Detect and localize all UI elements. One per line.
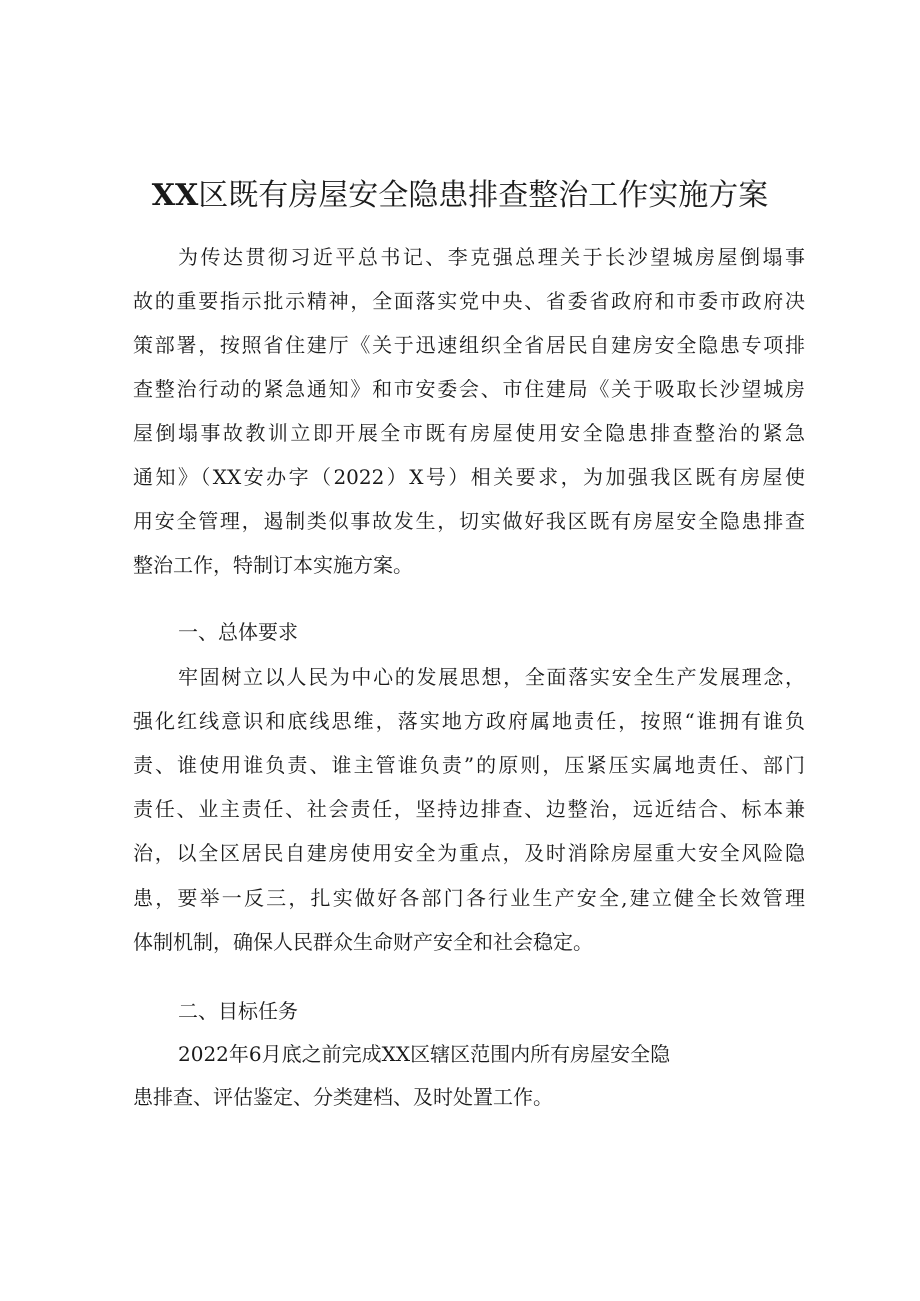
para3-line: 患排查、评估鉴定、分类建档、及时处置工作。 <box>133 1085 553 1109</box>
para2-line: 强化红线意识和底线思维，落实地方政府属地责任，按照“谁拥有谁负 <box>133 709 805 733</box>
para1-line: 故的重要指示批示精神，全面落实党中央、省委省政府和市委市政府决 <box>133 289 805 313</box>
para2-line: 责、谁使用谁负责、谁主管谁负责”的原则，压紧压实属地责任、部门 <box>133 753 805 777</box>
para1-line: 通知》（XX安办字（2022）X号）相关要求，为加强我区既有房屋使 <box>133 465 805 489</box>
title-prefix: XX <box>151 178 199 213</box>
para2-line: 责任、业主责任、社会责任，坚持边排查、边整治，远近结合、标本兼 <box>133 797 805 821</box>
section-heading-1: 一、总体要求 <box>178 620 298 644</box>
para1-line: 查整治行动的紧急通知》和市安委会、市住建局《关于吸取长沙望城房 <box>133 377 805 401</box>
para1-line: 整治工作，特制订本实施方案。 <box>133 553 413 577</box>
para1-line: 用安全管理，遏制类似事故发生，切实做好我区既有房屋安全隐患排查 <box>133 509 805 533</box>
title-rest: 区既有房屋安全隐患排查整治工作实施方案 <box>198 178 769 213</box>
para2-line: 体制机制，确保人民群众生命财产安全和社会稳定。 <box>133 930 593 954</box>
para1-line: 策部署，按照省住建厅《关于迅速组织全省居民自建房安全隐患专项排 <box>133 333 805 357</box>
document-title <box>0 176 920 216</box>
para1-line: 为传达贯彻习近平总书记、李克强总理关于长沙望城房屋倒塌事 <box>178 245 805 269</box>
para2-line: 治，以全区居民自建房使用安全为重点，及时消除房屋重大安全风险隐 <box>133 841 805 865</box>
para1-line: 屋倒塌事故教训立即开展全市既有房屋使用安全隐患排查整治的紧急 <box>133 421 805 445</box>
section-heading-2: 二、目标任务 <box>178 999 298 1023</box>
para3-line: 2022年6月底之前完成XX区辖区范围内所有房屋安全隐 <box>178 1042 671 1066</box>
para2-line: 牢固树立以人民为中心的发展思想，全面落实安全生产发展理念， <box>178 665 805 689</box>
para2-line: 患，要举一反三，扎实做好各部门各行业生产安全,建立健全长效管理 <box>133 886 805 910</box>
